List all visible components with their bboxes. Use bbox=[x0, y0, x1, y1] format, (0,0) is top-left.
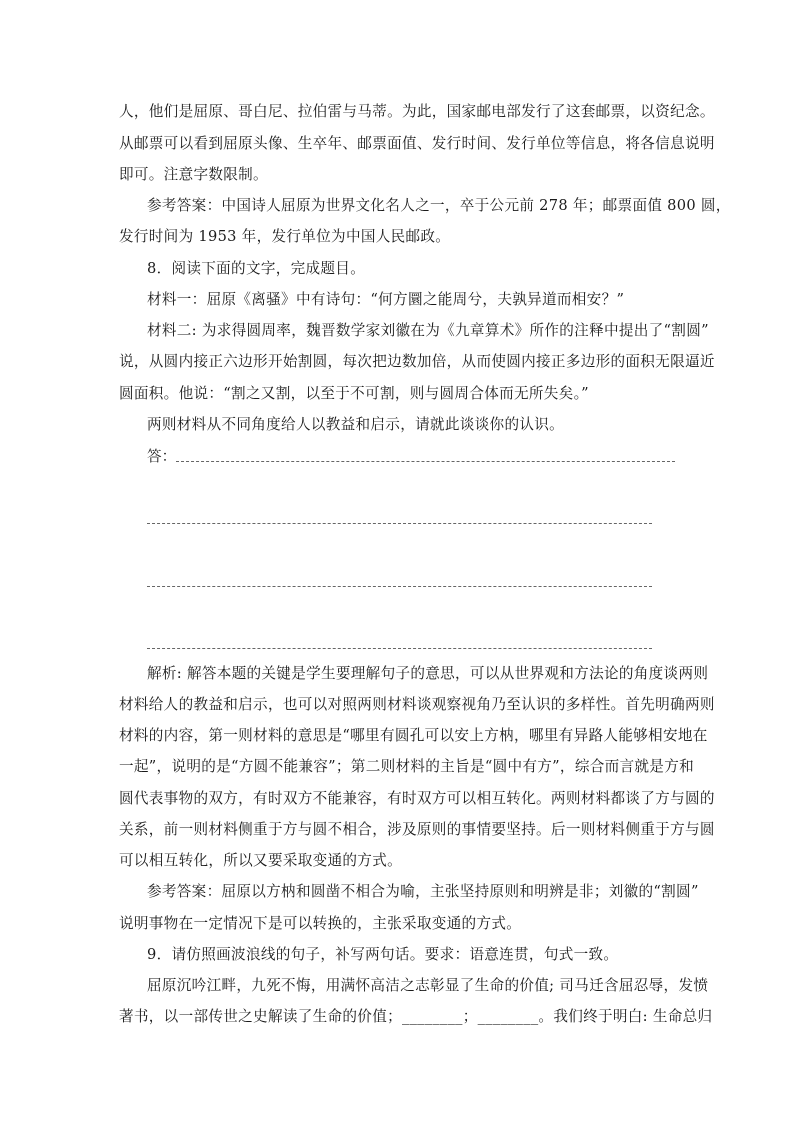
text-line: 屈原沉吟江畔，九死不悔，用满怀高洁之志彰显了生命的价值; 司马迁含屈忍辱，发愤 bbox=[147, 977, 709, 994]
text-line: 可以相互转化，所以又要采取变通的方式。 bbox=[119, 852, 402, 869]
material-2: 材料二: 为求得圆周率，魏晋数学家刘徽在为《九章算术》所作的注释中提出了“割圆” bbox=[147, 322, 709, 339]
text-line: 发行时间为 1953 年，发行单位为中国人民邮政。 bbox=[119, 228, 451, 245]
answer-line[interactable] bbox=[147, 586, 652, 587]
text-line: 说明事物在一定情况下是可以转换的，主张采取变通的方式。 bbox=[119, 915, 522, 932]
text-line: 著书，以一部传世之史解读了生命的价值；________；________。我们终于明白: 生命总归 bbox=[119, 1008, 713, 1025]
question-9: 9．请仿照画波浪线的句子，补写两句话。要求：语意连贯，句式一致。 bbox=[147, 946, 619, 963]
text-line: 材料给人的教益和启示，也可以对照两则材料谈观察视角乃至认识的多样性。首先明确两则 bbox=[119, 696, 715, 713]
material-1: 材料一：屈原《离骚》中有诗句：“何方圜之能周兮，夫孰异道而相安？” bbox=[147, 291, 625, 308]
answer-line[interactable] bbox=[147, 648, 652, 649]
text-line: 一起”，说明的是“方圆不能兼容”；第二则材料的主旨是“圆中有方”，综合而言就是方和 bbox=[119, 758, 694, 775]
text-line: 圆面积。他说：“割之又割，以至于不可割，则与圆周合体而无所失矣。” bbox=[119, 385, 589, 402]
answer-line[interactable] bbox=[176, 461, 675, 462]
question-prompt: 两则材料从不同角度给人以教益和启示，请就此谈谈你的认识。 bbox=[147, 416, 565, 433]
text-line: 说，从圆内接正六边形开始割圆，每次把边数加倍，从而使圆内接正多边形的面积无限逼近 bbox=[119, 353, 715, 370]
answer-line[interactable] bbox=[147, 523, 652, 524]
analysis: 解析: 解答本题的关键是学生要理解句子的意思，可以从世界观和方法论的角度谈两则 bbox=[147, 665, 709, 682]
text-line: 材料的内容，第一则材料的意思是“哪里有圆孔可以安上方枘，哪里有异路人能够相安地在 bbox=[119, 727, 708, 744]
text-line: 圆代表事物的双方，有时双方不能兼容，有时双方可以相互转化。两则材料都谈了方与圆的 bbox=[119, 790, 715, 807]
reference-answer: 参考答案：中国诗人屈原为世界文化名人之一，卒于公元前 278 年；邮票面值 800 圆， bbox=[147, 197, 731, 214]
reference-answer: 参考答案：屈原以方枘和圆凿不相合为喻，主张坚持原则和明辨是非；刘徽的“割圆” bbox=[147, 883, 699, 900]
text-line: 即可。注意字数限制。 bbox=[119, 166, 268, 183]
text-line: 从邮票可以看到屈原头像、生卒年、邮票面值、发行时间、发行单位等信息，将各信息说明 bbox=[119, 135, 715, 152]
answer-label: 答： bbox=[147, 448, 177, 465]
text-line: 人，他们是屈原、哥白尼、拉伯雷与马蒂。为此，国家邮电部发行了这套邮票，以资纪念。 bbox=[119, 103, 715, 120]
question-8: 8．阅读下面的文字，完成题目。 bbox=[147, 260, 366, 277]
text-line: 关系，前一则材料侧重于方与圆不相合，涉及原则的事情要坚持。后一则材料侧重于方与圆 bbox=[119, 821, 715, 838]
